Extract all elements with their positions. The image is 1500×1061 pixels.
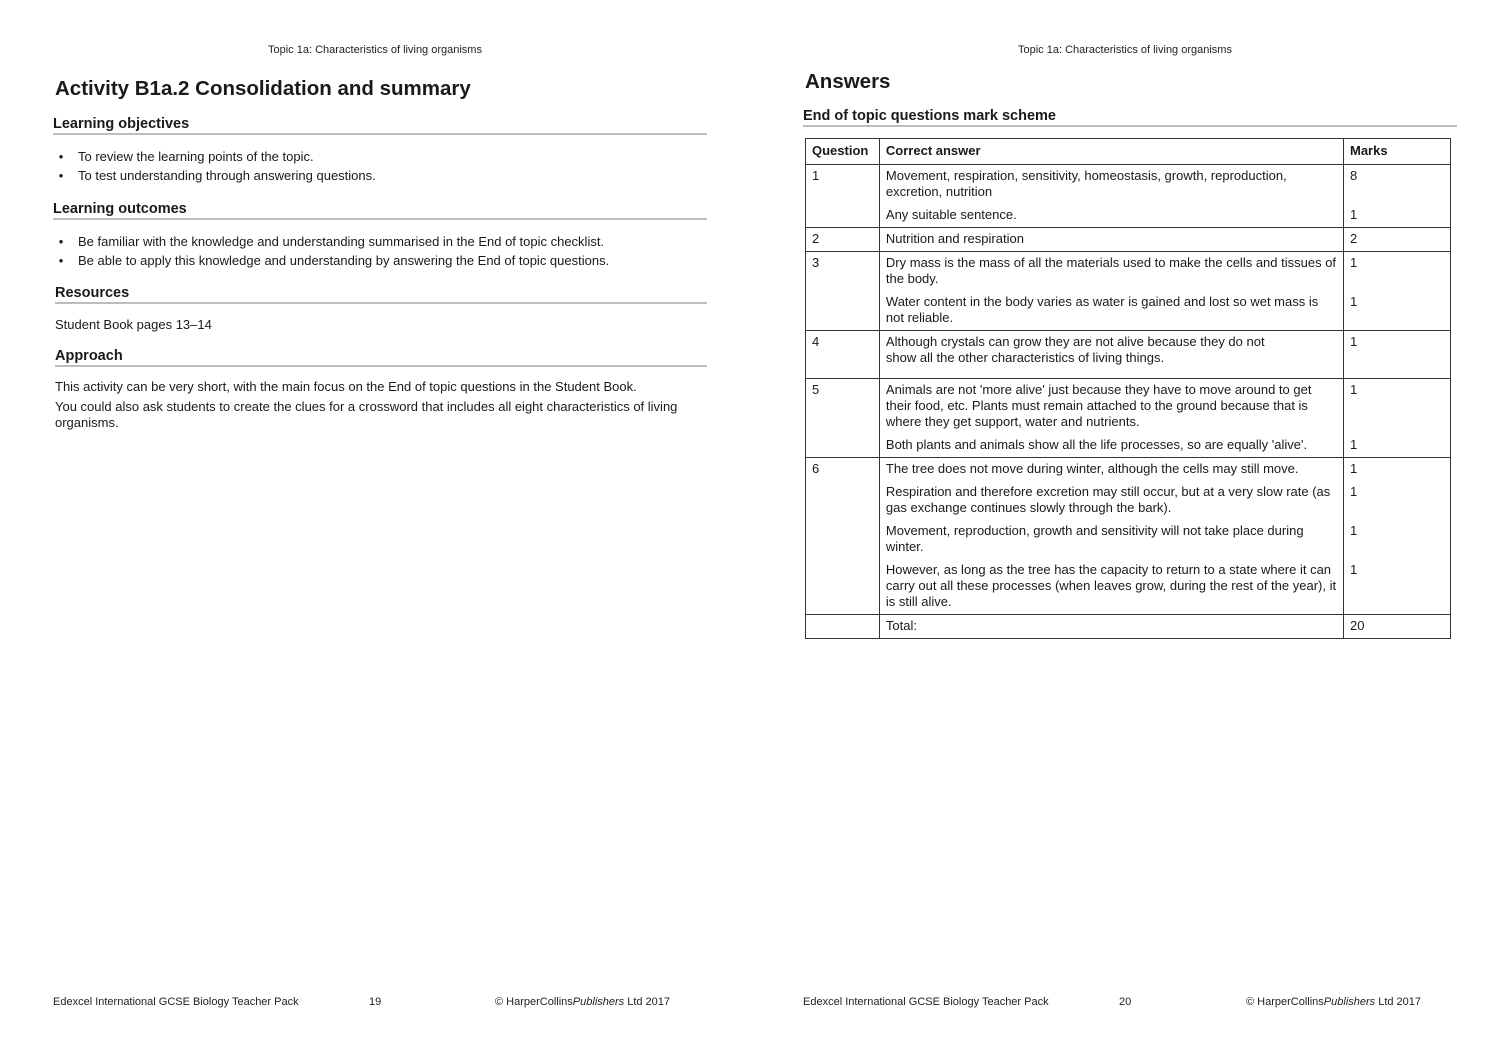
bullet-icon: •	[58, 168, 64, 183]
column-header-question: Question	[806, 139, 880, 165]
question-number: 1	[806, 165, 880, 228]
answer-line: Although crystals can grow they are not alive because they do not show all the other characteristics of living things.	[885, 334, 1265, 365]
answer-line: Movement, respiration, sensitivity, homeostasis, growth, reproduction, excretion, nutrition	[885, 168, 1287, 199]
approach-paragraph-2: You could also ask students to create the clues for a crossword that includes all eight characteristics of living organisms.	[55, 399, 678, 430]
bullet-icon: •	[58, 149, 64, 164]
column-header-marks: Marks	[1343, 139, 1450, 165]
running-header: Topic 1a: Characteristics of living organisms	[1018, 44, 1232, 56]
footer-copyright: © HarperCollinsPublishers Ltd 2017	[495, 996, 671, 1008]
mark-value: 1	[1349, 207, 1358, 222]
question-number: 5	[806, 379, 880, 458]
answer-line: Animals are not 'more alive' just because they have to move around to get their food, etc. Plants must remain attached to the ground because that is where they get support, water and nutrients.	[885, 382, 1312, 429]
answer-line: Any suitable sentence.	[885, 207, 1017, 222]
page-number: 19	[369, 996, 382, 1008]
answers-title: Answers	[805, 70, 891, 93]
answer-cell	[879, 252, 1343, 331]
table-row	[806, 331, 1451, 379]
mark-value: 1	[1349, 255, 1358, 270]
activity-title: Activity B1a.2 Consolidation and summary	[55, 77, 471, 100]
list-item	[56, 147, 376, 166]
question-number: 3	[806, 252, 880, 331]
table-row	[806, 228, 1451, 252]
mark-value: 1	[1349, 484, 1358, 499]
answer-line: The tree does not move during winter, although the cells may still move.	[885, 461, 1299, 476]
total-label: Total:	[879, 615, 1343, 639]
footer-book-title: Edexcel International GCSE Biology Teacher Pack	[803, 996, 1049, 1008]
mark-scheme-table	[805, 138, 1451, 639]
answer-cell	[879, 165, 1343, 228]
running-header: Topic 1a: Characteristics of living organisms	[268, 44, 482, 56]
marks-cell	[1343, 165, 1450, 228]
list-item-text: Be familiar with the knowledge and understanding summarised in the End of topic checklist.	[78, 234, 605, 249]
mark-value: 1	[1349, 294, 1358, 309]
question-number: 2	[806, 228, 880, 252]
marks-cell	[1343, 228, 1450, 252]
question-number: 6	[806, 458, 880, 615]
answer-line: Dry mass is the mass of all the materials used to make the cells and tissues of the body.	[885, 255, 1337, 286]
total-marks: 20	[1343, 615, 1450, 639]
mark-value: 1	[1349, 382, 1358, 397]
learning-objectives-heading: Learning objectives	[53, 116, 707, 135]
list-item	[56, 251, 609, 270]
learning-outcomes-heading: Learning outcomes	[53, 201, 707, 220]
answer-line: Respiration and therefore excretion may still occur, but at a very slow rate (as gas exchange continues slowly through the bark).	[885, 484, 1331, 515]
approach-heading: Approach	[55, 348, 707, 367]
answer-line: Movement, reproduction, growth and sensitivity will not take place during winter.	[885, 523, 1304, 554]
table-header-row	[806, 139, 1451, 165]
mark-value: 1	[1349, 523, 1358, 538]
table-row	[806, 165, 1451, 228]
marks-cell	[1343, 379, 1450, 458]
column-header-answer: Correct answer	[879, 139, 1343, 165]
resources-text: Student Book pages 13–14	[55, 317, 212, 332]
bullet-icon: •	[58, 234, 64, 249]
question-number: 4	[806, 331, 880, 379]
table-row	[806, 458, 1451, 615]
list-item-text: To test understanding through answering questions.	[78, 168, 376, 183]
footer-copyright: © HarperCollinsPublishers Ltd 2017	[1246, 996, 1422, 1008]
marks-cell	[1343, 458, 1450, 615]
list-item	[56, 166, 376, 185]
mark-value: 8	[1349, 168, 1358, 183]
table-row	[806, 379, 1451, 458]
answer-cell	[879, 228, 1343, 252]
learning-outcomes-list	[56, 232, 609, 270]
mark-value: 1	[1349, 461, 1358, 476]
marks-cell	[1343, 331, 1450, 379]
answer-line: However, as long as the tree has the capacity to return to a state where it can carry out all these processes (when leaves grow, during the rest of the year), it is still alive.	[885, 562, 1337, 609]
list-item-text: To review the learning points of the topic.	[78, 149, 314, 164]
answer-cell	[879, 458, 1343, 615]
right-page	[750, 0, 1500, 1061]
list-item	[56, 232, 609, 251]
mark-value: 2	[1349, 231, 1358, 246]
answer-line: Nutrition and respiration	[885, 231, 1024, 246]
approach-paragraph-1: This activity can be very short, with the main focus on the End of topic questions in the Student Book.	[55, 379, 637, 394]
footer-book-title: Edexcel International GCSE Biology Teacher Pack	[53, 996, 299, 1008]
table-row	[806, 252, 1451, 331]
page-number: 20	[1119, 996, 1132, 1008]
table-total-row	[806, 615, 1451, 639]
mark-scheme-heading: End of topic questions mark scheme	[803, 108, 1457, 127]
mark-value: 1	[1349, 562, 1358, 577]
mark-value: 1	[1349, 437, 1358, 452]
answer-cell	[879, 379, 1343, 458]
mark-value: 1	[1349, 334, 1358, 349]
learning-objectives-list	[56, 147, 376, 185]
answer-cell	[879, 331, 1343, 379]
list-item-text: Be able to apply this knowledge and understanding by answering the End of topic questions.	[78, 253, 610, 268]
answer-line: Water content in the body varies as water is gained and lost so wet mass is not reliable.	[885, 294, 1319, 325]
empty-cell	[806, 615, 880, 639]
resources-heading: Resources	[55, 285, 707, 304]
bullet-icon: •	[58, 253, 64, 268]
answer-line: Both plants and animals show all the life processes, so are equally 'alive'.	[885, 437, 1308, 452]
marks-cell	[1343, 252, 1450, 331]
